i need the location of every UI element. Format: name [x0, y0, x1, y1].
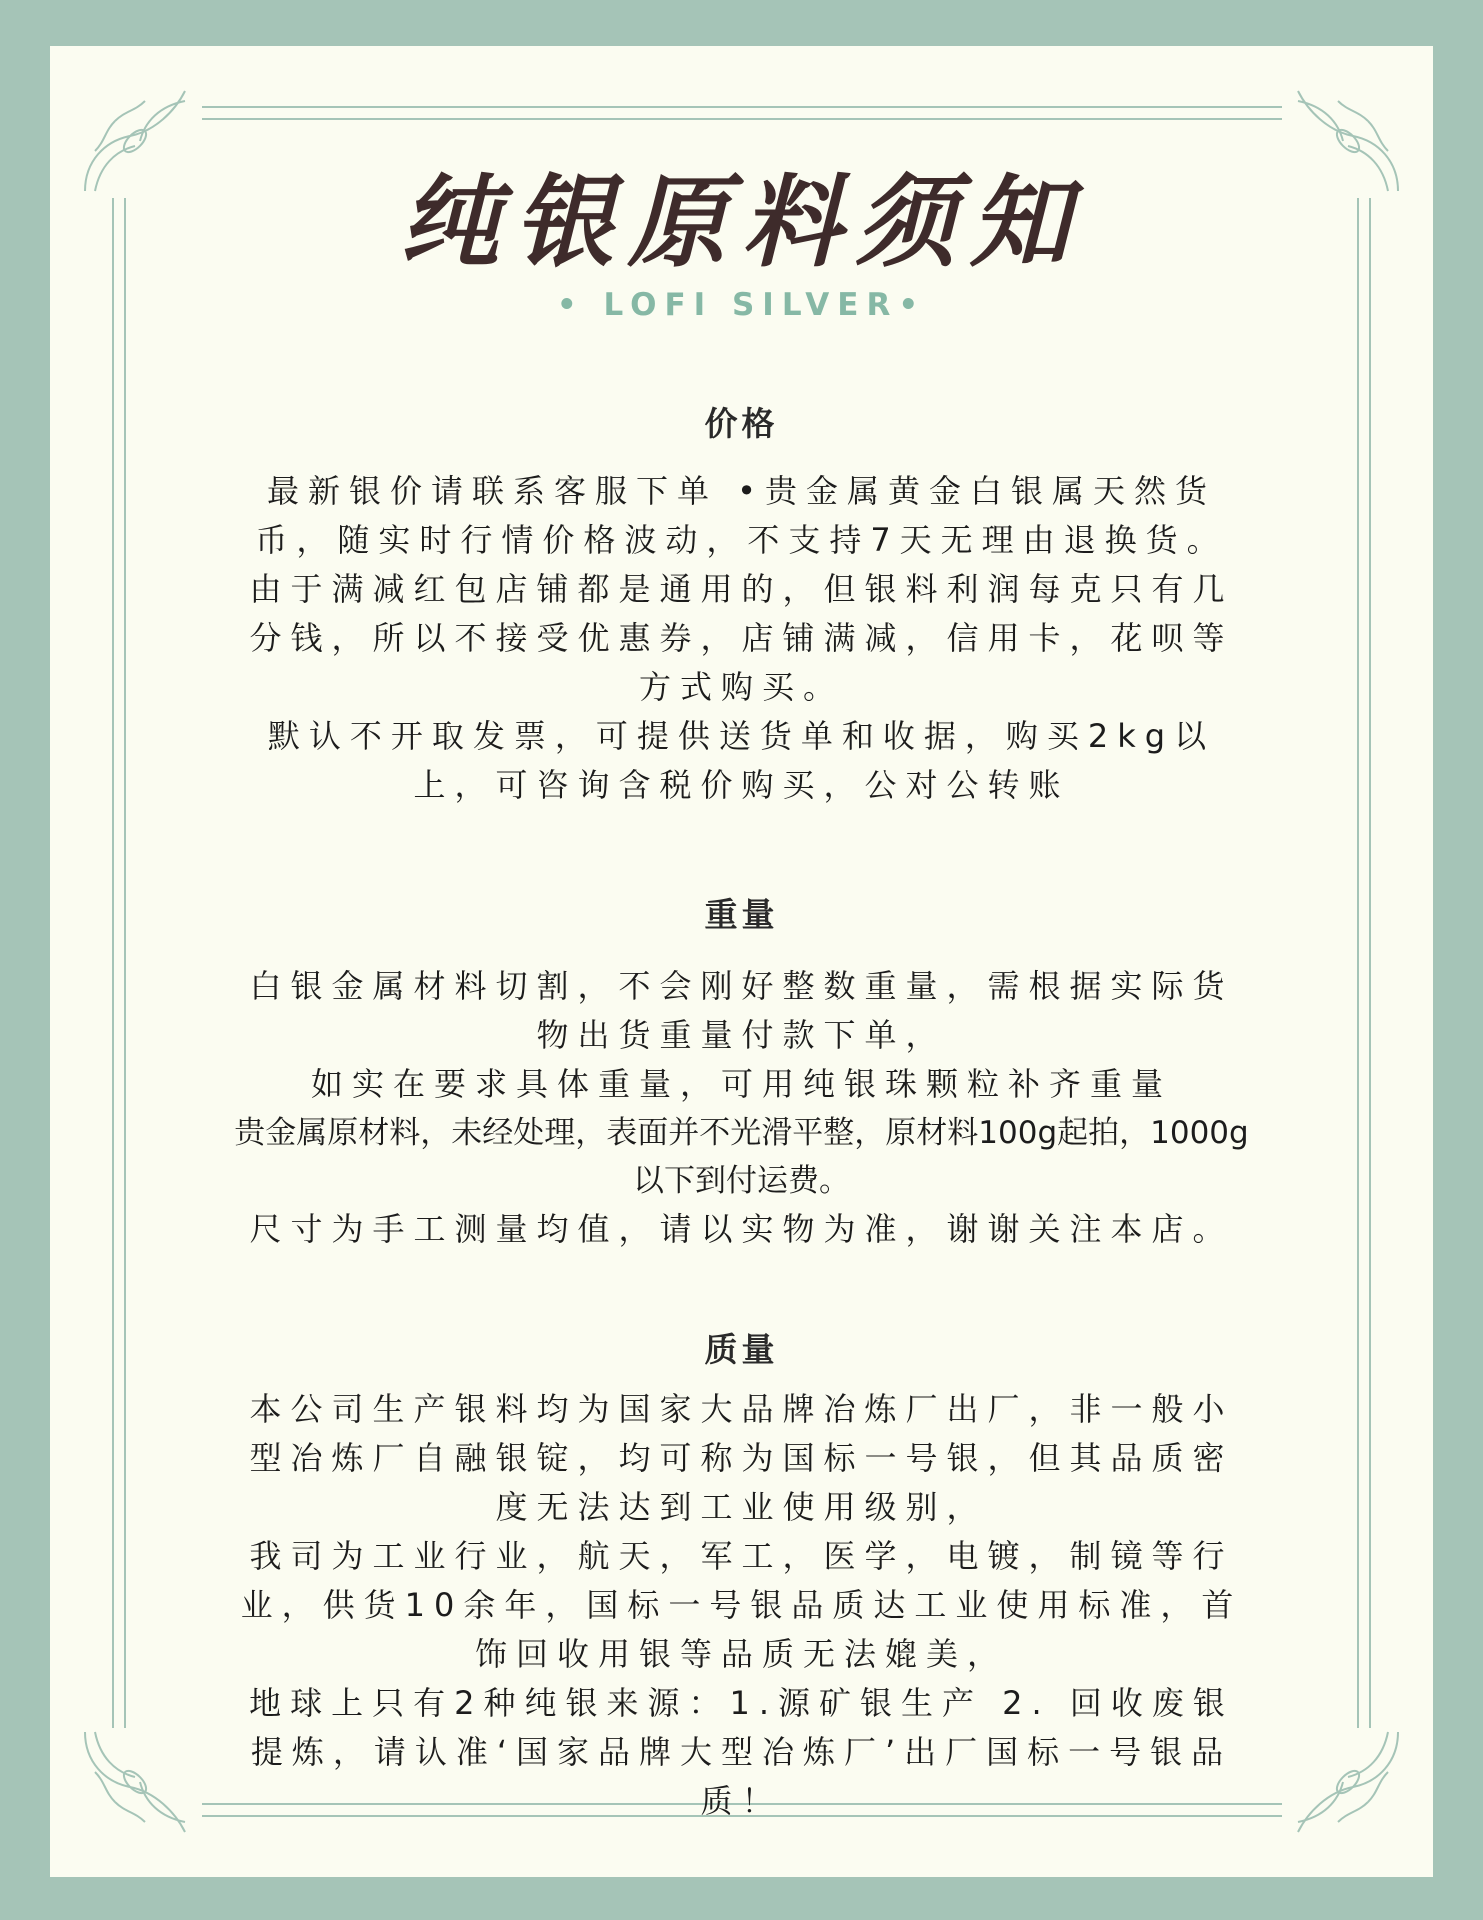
section-price [230, 398, 1253, 810]
weight-paragraph-2: 如实在要求具体重量，可用纯银珠颗粒补齐重量 [310, 1065, 1172, 1103]
quality-paragraph-2: 我司为工业行业，航天，军工，医学，电镀，制镜等行业，供货10余年，国标一号银品质达工业使用标准，首饰回收用银等品质无法媲美， [240, 1537, 1243, 1673]
quality-paragraph-3: 地球上只有2种纯银来源：1.源矿银生产 2. 回收废银提炼，请认准‘国家品牌大型冶炼厂’出厂国标一号银品质！ [249, 1684, 1234, 1820]
document-content [50, 46, 1433, 1877]
weight-paragraph-3: 贵金属原材料，未经处理，表面并不光滑平整，原材料100g起拍，1000g以下到付运费。 [234, 1115, 1249, 1199]
quality-paragraph-1: 本公司生产银料均为国家大品牌冶炼厂出厂，非一般小型冶炼厂自融银锭，均可称为国标一号银，但其品质密度无法达到工业使用级别， [249, 1390, 1234, 1526]
price-paragraph-1: 最新银价请联系客服下单 •贵金属黄金白银属天然货币，随实时行情价格波动，不支持7天无理由退换货。 [255, 472, 1228, 559]
document-sheet [50, 46, 1433, 1877]
section-quality [230, 1324, 1253, 1826]
section-weight [230, 889, 1253, 1254]
page-title: 纯银原料须知 [399, 163, 1084, 281]
section-heading-weight: 重量 [704, 895, 779, 934]
section-heading-price: 价格 [704, 404, 779, 443]
price-paragraph-3: 默认不开取发票，可提供送货单和收据，购买2kg以上，可咨询含税价购买，公对公转账 [267, 717, 1216, 804]
weight-paragraph-4: 尺寸为手工测量均值，请以实物为准，谢谢关注本店。 [249, 1210, 1234, 1248]
weight-paragraph-1: 白银金属材料切割，不会刚好整数重量，需根据实际货物出货重量付款下单， [249, 967, 1234, 1054]
price-paragraph-2: 由于满减红包店铺都是通用的，但银料利润每克只有几分钱，所以不接受优惠券，店铺满减，信用卡，花呗等方式购买。 [249, 570, 1234, 706]
section-heading-quality: 质量 [704, 1330, 779, 1369]
brand-subtitle: • LOFI SILVER• [556, 287, 927, 323]
